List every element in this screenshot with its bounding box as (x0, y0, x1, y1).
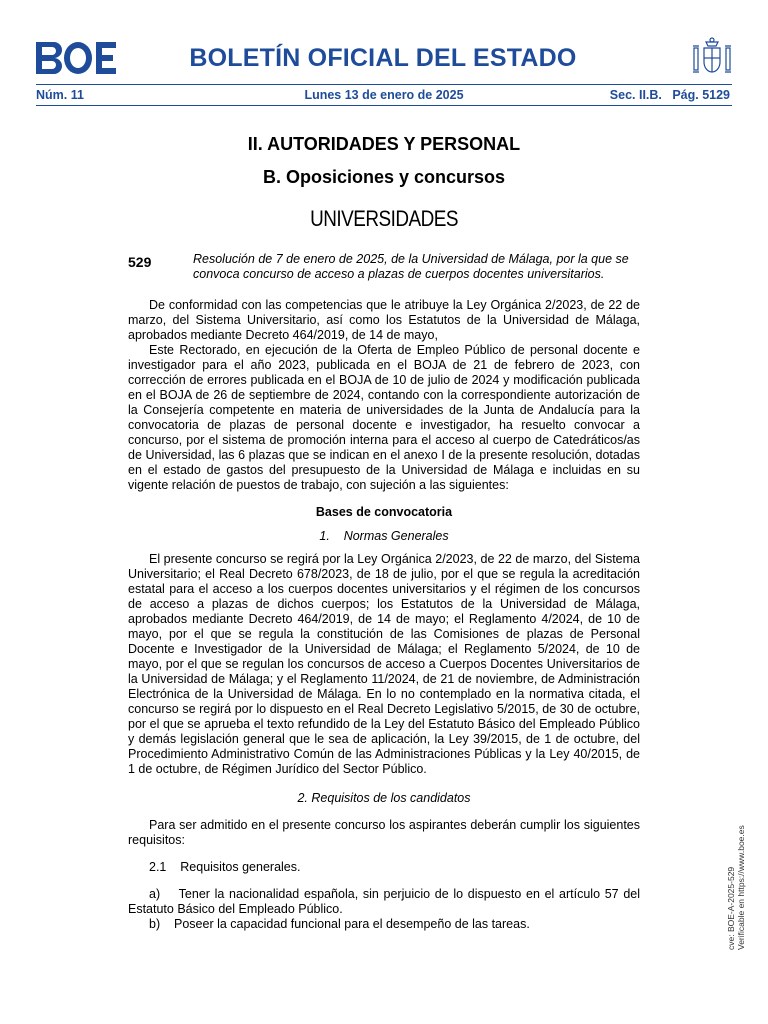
paragraph: Para ser admitido en el presente concurso los aspirantes deberán cumplir los siguientes requisitos: (128, 818, 640, 847)
resolution-number: 529 (128, 254, 152, 270)
masthead-title: BOLETÍN OFICIAL DEL ESTADO (189, 44, 577, 72)
issuing-body-heading: UNIVERSIDADES (310, 206, 458, 231)
section-heading: II. AUTORIDADES Y PERSONAL (247, 134, 521, 154)
list-item: a) Tener la nacionalidad española, sin perjuicio de lo dispuesto en el artículo 57 del Estatuto Básico del Empleado Público. (128, 887, 644, 916)
paragraph: Este Rectorado, en ejecución de la Oferta de Empleo Público de personal docente e investigador para el año 2023, publicada en el BOJA de 21 de febrero de 2023, con corrección de errores publicada en el BOJA de 10 de julio de 2024 y modificación publicada en el BOJA de 26 de septiembre de 2024, contando con la correspondiente autorización de la Consejería competente en materia de universidades de la Junta de Andalucía para la convocatoria de plazas de personal docente e investigador, ha resuelto convocar a concurso, por el sistema de promoción interna para el acceso al cuerpo de Catedráticos/as de Universidad, las 6 plazas que se indican en el anexo I de la presente resolución, dotadas en el estado de gastos del presupuesto de la Universidad de Málaga e incluidas en su vigente relación de puestos de trabajo, con sujeción a las siguientes: (128, 343, 640, 492)
issue-number: Núm. 11 (36, 88, 84, 102)
requisitos-heading: 2. Requisitos de los candidatos (297, 791, 471, 805)
cve-code: cve: BOE-A-2025-529 (726, 866, 736, 950)
list-item: b) Poseer la capacidad funcional para el desempeño de las tareas. (149, 917, 530, 931)
coat-of-arms-icon (690, 36, 734, 80)
document-body (128, 298, 644, 932)
normas-heading: 1. Normas Generales (319, 529, 449, 543)
paragraph: De conformidad con las competencias que le atribuye la Ley Orgánica 2/2023, de 22 de marzo, del Sistema Universitario, así como los Estatutos de la Universidad de Málaga, aprobados mediante Decreto 464/2019, de 14 de mayo, (128, 298, 640, 342)
issue-date: Lunes 13 de enero de 2025 (304, 88, 464, 102)
paragraph: El presente concurso se regirá por la Ley Orgánica 2/2023, de 22 de marzo, del Sistema Universitario; el Real Decreto 678/2023, de 18 de julio, por el que se regula la acreditación estatal para el acceso a los cuerpos docentes universitarios y el régimen de los concursos de acceso a plazas de dichos cuerpos; los Estatutos de la Universidad de Málaga, aprobados mediante Decreto 464/2019, de 14 de mayo; el Reglamento 4/2024, de 10 de mayo, por el que se regula la constitución de las Comisiones de plazas de Personal Docente e Investigador de la Universidad de Málaga; el Reglamento 5/2024, de 10 de mayo, por el que se regulan los concursos de acceso a Cuerpos Docentes Universitarios de la Universidad de Málaga; y el Reglamento 11/2024, de 21 de noviembre, de Administración Electrónica de la Universidad de Málaga. En lo no contemplado en la normativa citada, el concurso se regirá por lo dispuesto en el Real Decreto Legislativo 5/2015, de 30 de octubre, por el que se aprueba el texto refundido de la Ley del Estatuto Básico del Empleado Público y demás legislación general que le sea de aplicación, la Ley 39/2015, de 1 de octubre, del Procedimiento Administrativo Común de las Administraciones Públicas y la Ley 40/2015, de 1 de octubre, de Régimen Jurídico del Sector Público. (128, 552, 640, 776)
verify-link[interactable]: Verificable en https://www.boe.es (736, 825, 746, 950)
resolution-title: Resolución de 7 de enero de 2025, de la Universidad de Málaga, por la que se convoca concurso de acceso a plazas de cuerpos docentes universitarios. (193, 252, 629, 281)
subsection-label: 2.1 Requisitos generales. (149, 860, 301, 874)
header-top-rule (36, 84, 732, 85)
header-bottom-rule (36, 105, 732, 106)
section-page: Sec. II.B. Pág. 5129 (609, 88, 730, 102)
boe-logo (36, 42, 116, 74)
subsection-heading: B. Oposiciones y concursos (262, 167, 506, 187)
bases-heading: Bases de convocatoria (315, 505, 453, 519)
verification-note (726, 810, 746, 950)
